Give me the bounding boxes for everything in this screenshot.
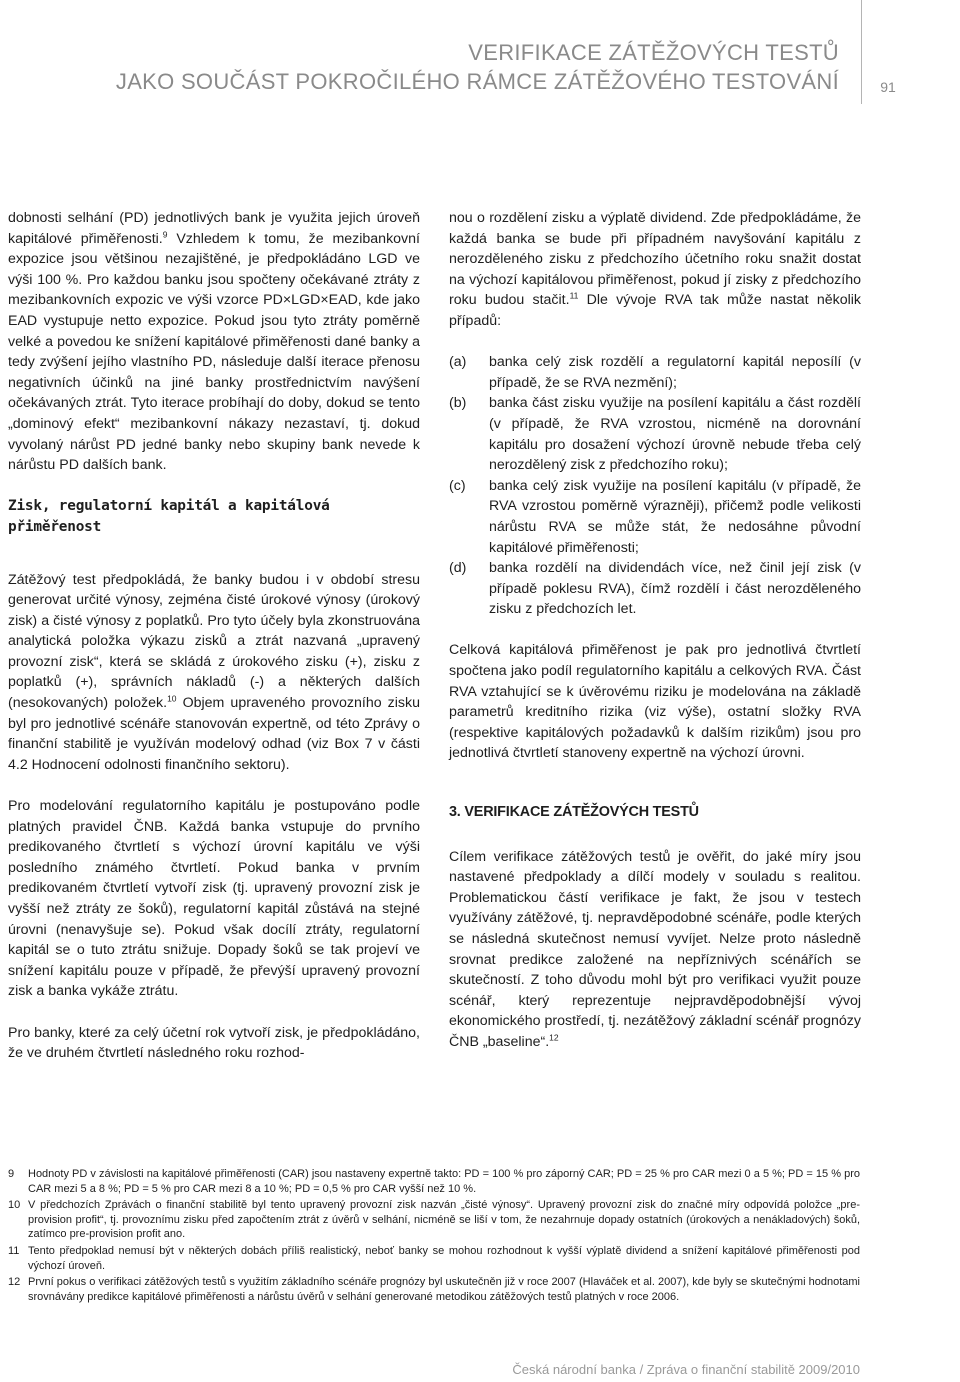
left-column <box>8 208 420 1084</box>
left-paragraph-2: Zátěžový test předpokládá, že banky budou i v období stresu generovat určité výnosy, zejména čisté úrokové výnosy (úrokový zisk) a čisté výnosy z poplatků. Pro tyto účely byla zkonstruována analytická položka výkazu zisků a ztrát nazvaná „upravený provozní zisk“, která se skládá z úrokového zisku (+), zisku z poplatků (+), správních nákladů (-) a některých dalších (nesokovaných) položek.$^{10}$ Objem upraveného provozního zisku byl pro jednotlivé scénáře stanovován expertně, od této Zprávy o finanční stabilitě je využíván modelový odhad (viz Box 7 v části 4.2 Hodnocení odolnosti finančního sektoru). <box>8 571 421 773</box>
page-footer: Česká národní banka / Zpráva o finanční stabilitě 2009/2010 <box>512 1362 860 1377</box>
section-heading-verification: 3. VERIFIKACE ZÁTĚŽOVÝCH TESTŮ <box>449 804 699 821</box>
footnote-ref-9[interactable]: 9 <box>162 228 168 239</box>
right-paragraph-2: Celková kapitálová přiměřenost je pak pro jednotlivá čtvrtletí spočtena jako podíl regulatorního kapitálu a celkových RVA. Část RVA vztahující se k úvěrovému riziku je modelována na základě parametrů kreditního rizika (viz výše), ostatní složky RVA (respektive kapitálových požadavků k dalším rizikům) jsou pro jednotlivá čtvrtletí stanoveny expertně na výchozí úrovni. <box>449 642 861 762</box>
footnote-ref-12[interactable]: 12 <box>549 1032 559 1043</box>
header-line-1: VERIFIKACE ZÁTĚŽOVÝCH TESTŮ <box>468 40 839 65</box>
footnote: 11 Tento předpoklad nemusí být v některých dobách příliš realistický, neboť banky se mohou rozhodnout k vyšší výplatě dividend a snížení kapitálové přiměřenosti pod výchozí úroveň. <box>8 1244 860 1272</box>
cases-list <box>449 352 861 620</box>
right-paragraph-1: nou o rozdělení zisku a výplatě dividend. Zde předpokládáme, že každá banka se bude při případném navyšování kapitálu z nerozděleného zisku z předchozího účetního roku snažit dostat na výchozí kapitálovou přiměřenost, pokud jí zisky z předchozího roku budou stačit.$^{11}$ Dle vývoje RVA tak může nastat několik případů: <box>449 210 861 329</box>
left-paragraph-3: Pro modelování regulatorního kapitálu je postupováno podle platných pravidel ČNB. Každá banka vstupuje do prvního predikovaného čtvrtletí s výchozí úrovní kapitálu ve výši posledního známého čtvrtletí. Pokud banka v prvním predikovaném čtvrtletí vytvoří zisk (tj. upravený provozní zisk je vyšší než ztráty ze šoků), regulatorní kapitál zůstává na stejné úrovni (nenavyšuje se). Pokud však docílí ztráty, regulatorní kapitál se o tuto ztrátu snižuje. Dopady šoků se tak projeví ve snížení kapitálu pouze v případě, že převýší upravený provozní zisk a banka vykáže ztrátu. <box>8 798 420 1000</box>
footnotes <box>8 1167 860 1306</box>
left-paragraph-4: Pro banky, které za celý účetní rok vytvoří zisk, je předpokládáno, že ve druhém čtvrtletí následného roku rozhod- <box>8 1024 420 1062</box>
page-number: 91 <box>880 79 896 95</box>
right-column <box>449 208 861 1073</box>
header-divider <box>861 0 862 104</box>
list-item: (c) banka celý zisk využije na posílení kapitálu (v případě, že RVA vzrostou poměrně výrazněji), přičemž podle velikosti nárůstu RVA se může stát, že nedosáhne původní kapitálové přiměřenosti; <box>449 477 861 556</box>
list-item: (d) banka rozdělí na dividendách více, než činil její zisk (v případě poklesu RVA), čímž rozdělí i část nerozděleného zisku z předchozích let. <box>449 560 861 618</box>
footnote: 10 V předchozích Zprávách o finanční stabilitě byl tento upravený provozní zisk nazván „čisté výnosy“. Upravený provozní zisk do značné míry odpovídá položce „pre-provision profit“, tj. provoznímu zisku před započtením ztrát z úvěrů v selhání, nicméně se liší v tom, že nezahrnuje dopady ostatních (úrokových a nenákladových) šoků, zatímco pre-provision profit ano. <box>8 1199 860 1241</box>
footnote: 12 První pokus o verifikaci zátěžových testů s využitím základního scénáře prognózy byl uskutečněn již v roce 2007 (Hlaváček et al. 2007), kde byly se skutečnými hodnotami srovnávány predikce kapitálové přiměřenosti a nárůstu úvěrů v selhání generované metodikou zátěžových testů platných v roce 2006. <box>8 1276 860 1303</box>
left-paragraph-1: dobnosti selhání (PD) jednotlivých bank je využita jejich úroveň kapitálové přiměřenosti.$^9$ Vzhledem k tomu, že mezibankovní expozice jsou většinou nezajištěné, je předpokládáno LGD ve výši 100 %. Pro každou banku jsou spočteny očekávané ztráty z mezibankovních expozic ve výši vzorce PD×LGD×EAD, kde jako EAD vystupuje netto expozice. Pokud jsou tyto ztráty poměrně velké a povedou ke snížení kapitálové přiměřenosti dané banky a tedy zvýšení jejího vlastního PD, následuje další iterace přenosu negativních účinků na jiné banky prostřednictvím navýšení očekávaných ztrát. Tyto iterace probíhají do doby, dokud se tento „dominový efekt“ mezibankovní nákazy nezastaví, tj. dokud vyvolaný nárůst PD jedné banky nebo skupiny bank nevede k nárůstu PD dalších bank. <box>8 210 420 474</box>
footnote: 9 Hodnoty PD v závislosti na kapitálové přiměřenosti (CAR) jsou nastaveny expertně takto: PD = 100 % pro záporný CAR; PD = 25 % pro CAR mezi 0 a 5 %; PD = 15 % pro CAR mezi 5 a 8 %; PD = 5 % pro CAR mezi 8 a 10 %; PD = 0,5 % pro CAR vyšší než 10 %. <box>8 1168 860 1195</box>
list-item: (a) banka celý zisk rozdělí a regulatorní kapitál neposílí (v případě, že se RVA nezmění); <box>449 354 861 391</box>
footnote-ref-11[interactable]: 11 <box>569 290 579 301</box>
section-heading-capital: Zisk, regulatorní kapitál a kapitálová přiměřenost <box>8 498 330 535</box>
right-paragraph-3: Cílem verifikace zátěžových testů je ověřit, do jaké míry jsou nastavené předpoklady a dílčí modely v souladu s realitou. Problematickou částí verifikace je fakt, že jsou v testech využívány zátěžové, tj. nepravděpodobné scénáře, podle kterých se následná skutečnost nemusí vyvíjet. Nelze proto následně srovnat predikce založené na nepříznivých scénářích se skutečností. Z toho důvodu mohl být pro verifikaci využit pouze scénář, který reprezentuje nejpravděpodobnější vývoj ekonomického prostředí, tj. nezátěžový základní scénář prognózy ČNB „baseline“.$^{12}$ <box>449 848 861 1050</box>
running-header <box>60 38 839 96</box>
footnote-ref-10[interactable]: 10 <box>167 693 177 704</box>
header-line-2: JAKO SOUČÁST POKROČILÉHO RÁMCE ZÁTĚŽOVÉHO TESTOVÁNÍ <box>115 69 839 94</box>
list-item: (b) banka část zisku využije na posílení kapitálu a část rozdělí (v případě, že RVA vzrostou, nicméně na dorovnání kapitálu pro dosažení výchozí úrovně nebude třeba celý nerozdělený zisk z předchozího roku); <box>449 395 861 474</box>
